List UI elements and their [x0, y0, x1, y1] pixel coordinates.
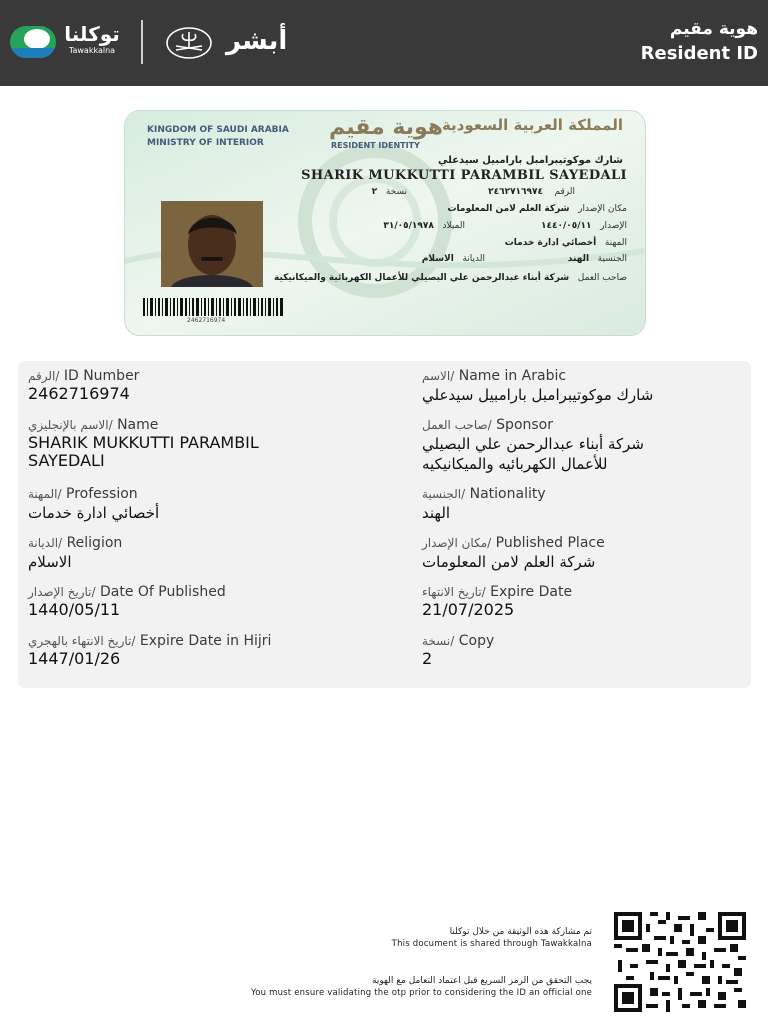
field-value: شركة أبناء عبدالرحمن علي البصيلي للأعمال الكهربائيه والميكانيكيه: [422, 435, 645, 473]
card-issue-label: الإصدار: [600, 221, 627, 231]
card-religion-row: [422, 254, 485, 265]
field-sponsor: [422, 416, 762, 474]
field-label: [28, 632, 368, 650]
field-label-en: Sponsor: [496, 417, 553, 433]
qr-code-icon[interactable]: [614, 912, 746, 1012]
card-religion-value: الاسلام: [421, 254, 454, 264]
holder-photo: [161, 201, 263, 287]
field-expire-date-hijri: [28, 632, 368, 668]
card-issue-value: ١٤٤٠/٠٥/١١: [541, 221, 592, 231]
saudi-emblem-icon: [164, 26, 214, 60]
resident-id-card: [124, 110, 646, 336]
field-label-ar: صاحب العمل/: [422, 418, 492, 432]
field-label-ar: الاسم/: [422, 369, 455, 383]
field-value: SHARIK MUKKUTTI PARAMBIL SAYEDALI: [28, 433, 259, 470]
field-value: 2: [422, 649, 433, 668]
card-birth-row: [383, 221, 465, 232]
field-label-en: Expire Date in Hijri: [139, 633, 272, 649]
field-label: [422, 416, 762, 434]
card-birth-label: الميلاد: [442, 221, 465, 231]
card-title-ar: هوية مقيم: [329, 115, 443, 140]
card-kingdom-ar: المملكة العربية السعودية: [441, 116, 623, 134]
card-issue-row: [541, 221, 627, 232]
card-place-label: مكان الإصدار: [578, 204, 627, 214]
footer-shared-en: This document is shared through Tawakkalna: [391, 939, 592, 949]
card-title-en: RESIDENT IDENTITY: [331, 141, 420, 150]
field-label: [28, 367, 368, 385]
field-value: شركة العلم لامن المعلومات: [422, 553, 596, 571]
card-profession-label: المهنة: [604, 238, 627, 248]
card-copy-label: نسخة: [385, 187, 407, 197]
field-label: [28, 485, 368, 503]
card-name-en: SHARIK MUKKUTTI PARAMBIL SAYEDALI: [301, 168, 627, 183]
field-label-ar: الاسم بالإنجليزي/: [28, 418, 113, 432]
tawakkalna-logo: [62, 22, 122, 56]
tawakkalna-name-ar: توكلنا: [64, 22, 120, 46]
field-label-en: Profession: [66, 486, 138, 502]
app-header: [0, 0, 768, 86]
details-panel: [18, 361, 751, 688]
field-profession: [28, 485, 368, 523]
footer-shared-ar: تم مشاركة هذه الوثيقة من خلال توكلنا: [449, 927, 592, 937]
card-barcode-number: 2462716974: [187, 317, 226, 324]
field-label: [422, 485, 762, 503]
field-value: 2462716974: [28, 384, 130, 403]
field-label: [422, 583, 762, 601]
card-kingdom-en: KINGDOM OF SAUDI ARABIA: [147, 125, 289, 135]
field-label: [422, 632, 762, 650]
card-birth-value: ٣١/٠٥/١٩٧٨: [383, 221, 434, 231]
card-id-row: [488, 187, 575, 198]
card-employer-label: صاحب العمل: [577, 273, 627, 283]
field-copy: [422, 632, 762, 668]
field-label-en: Nationality: [469, 486, 546, 502]
card-nationality-label: الجنسية: [597, 254, 627, 264]
field-published-place: [422, 534, 762, 572]
field-label-ar: مكان الإصدار/: [422, 536, 492, 550]
field-label-ar: نسخة/: [422, 634, 455, 648]
card-religion-label: الديانة: [462, 254, 485, 264]
card-barcode-icon: [143, 298, 283, 316]
field-label-ar: تاريخ الانتهاء/: [422, 585, 486, 599]
field-label-en: ID Number: [63, 368, 140, 384]
field-label-ar: الرقم/: [28, 369, 60, 383]
field-label-ar: الديانة/: [28, 536, 63, 550]
card-copy-value: ٢: [371, 187, 378, 197]
field-label: [422, 534, 762, 552]
field-value: أخصائي ادارة خدمات: [28, 504, 160, 522]
tawakkalna-logo-icon: [10, 26, 56, 58]
field-label: [28, 583, 368, 601]
field-label-ar: الجنسية/: [422, 487, 466, 501]
field-name-arabic: [422, 367, 762, 405]
card-nationality-value: الهند: [567, 254, 590, 264]
field-label-en: Name in Arabic: [458, 368, 567, 384]
footer-verify-ar: يجب التحقق من الرمز السريع قبل اعتماد التعامل مع الهوية: [372, 976, 592, 986]
field-label: [422, 367, 762, 385]
field-label-en: Religion: [66, 535, 123, 551]
field-label-ar: المهنة/: [28, 487, 62, 501]
field-label-en: Expire Date: [490, 584, 573, 600]
footer-verify-en: You must ensure validating the otp prior to considering the ID an official one: [250, 988, 592, 998]
field-value: الهند: [422, 504, 451, 522]
card-name-ar: شارك موكوتيبرامبل بارامبيل سيدعلي: [438, 155, 623, 166]
absher-logo: أبشر: [226, 26, 288, 56]
field-label-ar: تاريخ الانتهاء بالهجري/: [28, 634, 136, 648]
field-value: 1440/05/11: [28, 600, 121, 619]
card-employer-row: [274, 273, 627, 284]
field-name: [28, 416, 368, 470]
field-nationality: [422, 485, 762, 523]
card-profession-value: أخصائي ادارة خدمات: [504, 238, 597, 248]
card-employer-value: شركة أبناء عبدالرحمن علي البصيلي للأعمال الكهربائية والميكانيكية: [273, 273, 570, 283]
card-id-label: الرقم: [554, 187, 575, 197]
card-place-row: [447, 204, 627, 215]
header-divider: [141, 20, 143, 64]
field-value: الاسلام: [28, 553, 72, 571]
field-id-number: [28, 367, 368, 403]
field-value: 21/07/2025: [422, 600, 515, 619]
card-id-value: ٢٤٦٢٧١٦٩٧٤: [488, 187, 544, 197]
card-copy-row: [372, 187, 407, 198]
card-profession-row: [505, 238, 627, 249]
field-label: [28, 416, 368, 434]
field-label: [28, 534, 368, 552]
field-label-ar: تاريخ الإصدار/: [28, 585, 96, 599]
field-date-published: [28, 583, 368, 619]
page-title-ar: هوية مقيم: [669, 19, 758, 39]
field-label-en: Name: [117, 417, 159, 433]
field-expire-date: [422, 583, 762, 619]
field-value: 1447/01/26: [28, 649, 121, 668]
field-religion: [28, 534, 368, 572]
field-value: شارك موكوتيبرامبل بارامبيل سيدعلي: [422, 386, 654, 404]
field-label-en: Date Of Published: [100, 584, 226, 600]
card-nationality-row: [568, 254, 627, 265]
card-ministry-en: MINISTRY OF INTERIOR: [147, 138, 264, 148]
page-title: Resident ID: [640, 43, 758, 64]
field-label-en: Copy: [458, 633, 495, 649]
card-place-value: شركة العلم لامن المعلومات: [447, 204, 570, 214]
tawakkalna-name-en: Tawakkalna: [68, 46, 116, 55]
field-label-en: Published Place: [495, 535, 605, 551]
